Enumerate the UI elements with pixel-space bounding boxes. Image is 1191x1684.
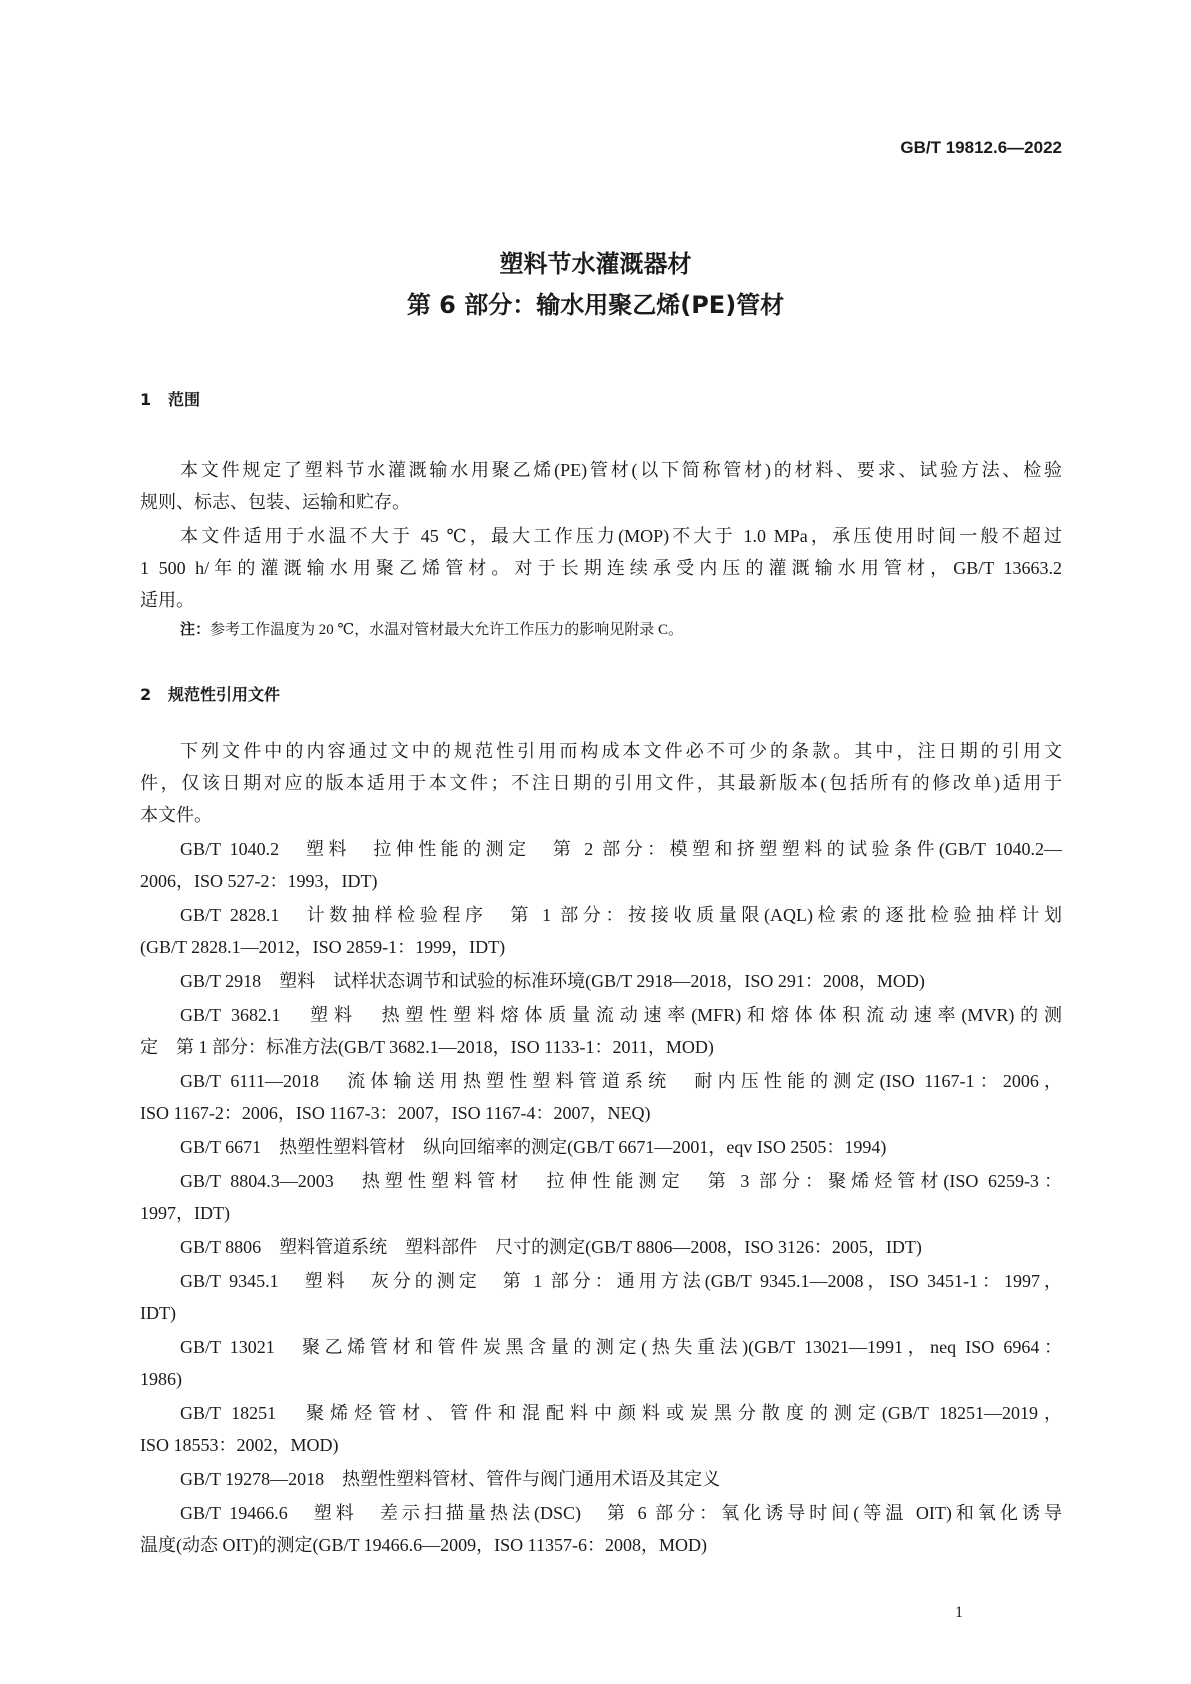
text-line: GB/T 6111—2018 流体输送用热塑性塑料管道系统 耐内压性能的测定(ISO 1167-1：2006， <box>180 1071 1062 1091</box>
text-line: GB/T 8806 塑料管道系统 塑料部件 尺寸的测定(GB/T 8806—2008，ISO 3126：2005，IDT) <box>180 1237 922 1257</box>
text-line: 规则、标志、包装、运输和贮存。 <box>140 492 410 512</box>
section-title: 规范性引用文件 <box>168 685 281 704</box>
paragraph <box>140 454 1062 518</box>
text-line: GB/T 18251 聚烯烃管材、管件和混配料中颜料或炭黑分散度的测定(GB/T 18251—2019， <box>180 1403 1062 1423</box>
text-line: 适用。 <box>140 590 194 610</box>
text-line: GB/T 9345.1 塑料 灰分的测定 第 1 部分：通用方法(GB/T 9345.1—2008，ISO 3451-1：1997， <box>180 1271 1062 1291</box>
paragraph <box>140 1497 1062 1561</box>
section-1-body <box>140 452 1062 616</box>
paragraph <box>140 965 1062 997</box>
section-1-heading <box>140 387 200 410</box>
text-line: 定 第 1 部分：标准方法(GB/T 3682.1—2018，ISO 1133-1：2011，MOD) <box>140 1037 714 1057</box>
paragraph <box>140 735 1062 831</box>
text-line: ISO 18553：2002，MOD) <box>140 1435 339 1455</box>
note-text: 参考工作温度为 20 ℃，水温对管材最大允许工作压力的影响见附录 C。 <box>210 622 684 638</box>
text-line: 1986) <box>140 1369 182 1389</box>
paragraph <box>140 520 1062 616</box>
text-line: GB/T 19466.6 塑料 差示扫描量热法(DSC) 第 6 部分：氧化诱导时间(等温 OIT)和氧化诱导 <box>180 1503 1062 1523</box>
paragraph <box>140 1131 1062 1163</box>
document-title: 塑料节水灌溉器材 <box>499 250 692 278</box>
paragraph <box>140 1397 1062 1461</box>
page-number: 1 <box>955 1604 963 1621</box>
text-line: 1 500 h/年的灌溉输水用聚乙烯管材。对于长期连续承受内压的灌溉输水用管材，GB/T 13663.2 <box>140 558 1062 578</box>
text-line: GB/T 6671 热塑性塑料管材 纵向回缩率的测定(GB/T 6671—2001，eqv ISO 2505：1994) <box>180 1137 887 1157</box>
paragraph <box>140 1463 1062 1495</box>
paragraph <box>140 1265 1062 1329</box>
text-line: GB/T 13021 聚乙烯管材和管件炭黑含量的测定(热失重法)(GB/T 13021—1991，neq ISO 6964： <box>180 1337 1062 1357</box>
text-line: 温度(动态 OIT)的测定(GB/T 19466.6—2009，ISO 11357-6：2008，MOD) <box>140 1535 707 1555</box>
note-label: 注： <box>180 620 211 638</box>
note <box>180 618 683 639</box>
text-line: GB/T 1040.2 塑料 拉伸性能的测定 第 2 部分：模塑和挤塑塑料的试验条件(GB/T 1040.2— <box>180 839 1062 859</box>
section-number: 1 <box>140 390 152 409</box>
text-line: 件，仅该日期对应的版本适用于本文件；不注日期的引用文件，其最新版本(包括所有的修改单)适用于 <box>140 773 1062 793</box>
paragraph <box>140 833 1062 897</box>
paragraph <box>140 1065 1062 1129</box>
text-line: (GB/T 2828.1—2012，ISO 2859-1：1999，IDT) <box>140 937 506 957</box>
text-line: GB/T 8804.3—2003 热塑性塑料管材 拉伸性能测定 第 3 部分：聚烯烃管材(ISO 6259-3： <box>180 1171 1062 1191</box>
paragraph <box>140 899 1062 963</box>
text-line: 1997，IDT) <box>140 1203 230 1223</box>
section-title: 范围 <box>168 390 201 409</box>
text-line: 2006，ISO 527-2：1993，IDT) <box>140 871 378 891</box>
standard-number: GB/T 19812.6—2022 <box>900 138 1062 157</box>
paragraph <box>140 1165 1062 1229</box>
paragraph <box>140 1331 1062 1395</box>
section-2-body <box>140 733 1062 1561</box>
section-2-heading <box>140 682 280 705</box>
text-line: 下列文件中的内容通过文中的规范性引用而构成本文件必不可少的条款。其中，注日期的引用文 <box>180 741 1062 761</box>
text-line: ISO 1167-2：2006，ISO 1167-3：2007，ISO 1167-4：2007，NEQ) <box>140 1103 651 1123</box>
paragraph <box>140 999 1062 1063</box>
document-subtitle: 第 6 部分：输水用聚乙烯(PE)管材 <box>406 291 785 319</box>
text-line: 本文件。 <box>140 805 212 825</box>
text-line: GB/T 19278—2018 热塑性塑料管材、管件与阀门通用术语及其定义 <box>180 1469 721 1489</box>
paragraph <box>140 1231 1062 1263</box>
text-line: IDT) <box>140 1303 176 1323</box>
text-line: GB/T 2918 塑料 试样状态调节和试验的标准环境(GB/T 2918—2018，ISO 291：2008，MOD) <box>180 971 925 991</box>
text-line: 本文件规定了塑料节水灌溉输水用聚乙烯(PE)管材(以下简称管材)的材料、要求、试验方法、检验 <box>180 460 1062 480</box>
text-line: GB/T 2828.1 计数抽样检验程序 第 1 部分：按接收质量限(AQL)检索的逐批检验抽样计划 <box>180 905 1062 925</box>
text-line: 本文件适用于水温不大于 45 ℃，最大工作压力(MOP)不大于 1.0 MPa，承压使用时间一般不超过 <box>180 526 1062 546</box>
text-line: GB/T 3682.1 塑料 热塑性塑料熔体质量流动速率(MFR)和熔体体积流动速率(MVR)的测 <box>180 1005 1062 1025</box>
section-number: 2 <box>140 685 152 704</box>
